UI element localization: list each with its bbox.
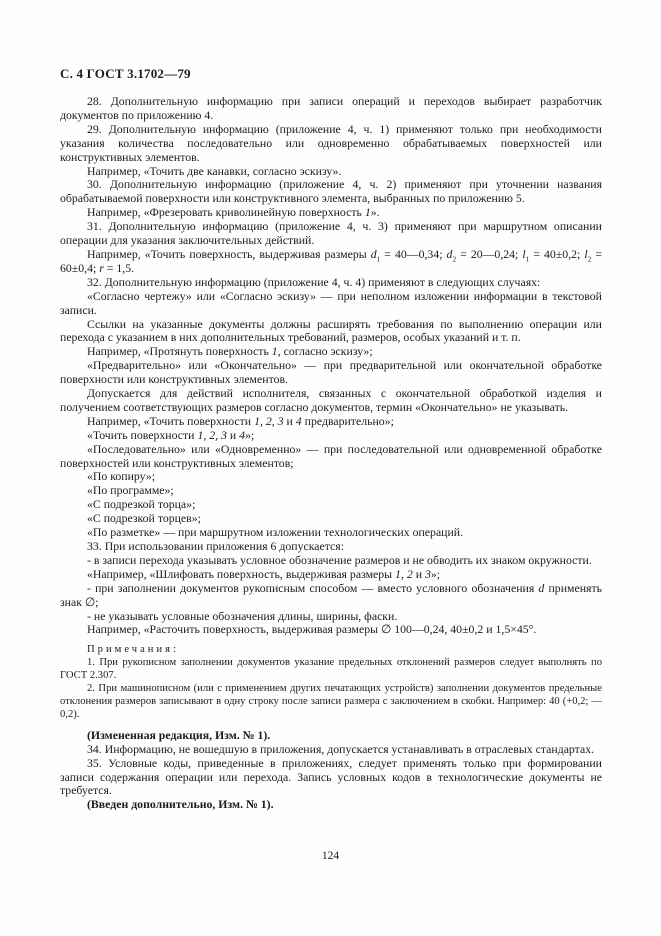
paragraph: «С подрезкой торца»;	[87, 497, 196, 512]
paragraph: «Например, «Шлифовать поверхность, выдерживая размеры 1, 2 и 3»;	[87, 566, 441, 581]
paragraph: Например, «Точить две канавки, согласно эскизу».	[87, 163, 342, 178]
paragraph: Например, «Расточить поверхность, выдерживая размеры ∅ 100—0,24, 40±0,2 и 1,5×45°.	[87, 622, 537, 637]
paragraph: 30. Дополнительную информацию (приложение 4, ч. 2) применяют при уточнении названия обрабатываемой поверхности или конструктивного элемента, выбранных по приложению 5.	[60, 177, 602, 206]
document-body	[60, 95, 602, 812]
paragraph: «Предварительно» или «Окончательно» — при предварительной или окончательной обработке поверхности или конструктивных элементов.	[60, 358, 602, 387]
paragraph: (Измененная редакция, Изм. № 1).	[87, 727, 271, 742]
paragraph: «Точить поверхности 1, 2, 3 и 4»;	[87, 427, 255, 442]
paragraph: 1. При рукописном заполнении документов указание предельных отклонений размеров следует выполнять по ГОСТ 2.307.	[60, 657, 602, 682]
page-number: 124	[321, 850, 340, 862]
paragraph: 34. Информацию, не вошедшую в приложения, допускается устанавливать в отраслевых стандартах.	[87, 741, 595, 756]
paragraph: «По программе»;	[87, 483, 174, 498]
paragraph: - при заполнении документов рукописным способом — вместо условного обозначения d применять знак ∅;	[60, 580, 602, 609]
page-header: С. 4 ГОСТ 3.1702—79	[60, 66, 191, 81]
paragraph: Примечания:	[87, 644, 179, 656]
paragraph: - в записи перехода указывать условное обозначение размеров и не обводить их знаком окружности.	[87, 552, 592, 567]
paragraph: 32. Дополнительную информацию (приложение 4, ч. 4) применяют в следующих случаях:	[87, 274, 541, 289]
paragraph: Ссылки на указанные документы должны расширять требования по выполнению операции или перехода с указанием в них дополнительных требований, размеров, особых указаний и т. п.	[60, 316, 602, 345]
paragraph: Например, «Фрезеровать криволинейную поверхность 1».	[87, 205, 380, 220]
paragraph: 29. Дополнительную информацию (приложение 4, ч. 1) применяют только при необходимости указания количества последовательно или одновременно обрабатываемых поверхностей или конструктивных элементов.	[60, 121, 602, 164]
paragraph: Допускается для действий исполнителя, связанных с окончательной обработкой изделия и получением соответствующих размеров согласно документов, термин «Окончательно» не указывать.	[60, 386, 602, 414]
paragraph: 35. Условные коды, приведенные в приложениях, следует применять только при формировании записи содержания операции или перехода. Запись условных кодов в технологические документы не требуется.	[60, 755, 602, 798]
paragraph: «С подрезкой торцев»;	[87, 511, 201, 526]
paragraph: Например, «Протянуть поверхность 1, согласно эскизу»;	[87, 344, 373, 359]
paragraph: Например, «Точить поверхности 1, 2, 3 и 4 предварительно»;	[87, 413, 394, 428]
paragraph: «По копиру»;	[87, 469, 156, 484]
paragraph: - не указывать условные обозначения длины, ширины, фаски.	[87, 608, 398, 623]
paragraph: (Введен дополнительно, Изм. № 1).	[87, 797, 274, 812]
paragraph: 28. Дополнительную информацию при записи операций и переходов выбирает разработчик документов по приложению 4.	[60, 94, 602, 122]
paragraph: «По разметке» — при маршрутном изложении технологических операций.	[87, 525, 464, 540]
paragraph: 33. При использовании приложения 6 допускается:	[87, 539, 344, 553]
paragraph: 2. При машинописном (или с применением других печатающих устройств) заполнении документов предельные отклонения размеров записывают в одну строку после записи размера с заключением в скобки. Например: 40 (+0,2; —0,2).	[60, 683, 602, 720]
paragraph: 31. Дополнительную информацию (приложение 4, ч. 3) применяют при маршрутном описании операции для указания заключительных действий.	[60, 219, 602, 248]
paragraph: Например, «Точить поверхность, выдерживая размеры $d_1$ = 40—0,34; $d_2$ = 20—0,24; $l_1 = 40\pm 0,2$; $l_2 = 60\pm 0,4$; r = 1,5.	[60, 246, 602, 275]
paragraph: «Согласно чертежу» или «Согласно эскизу» — при неполном изложении информации в текстовой записи.	[60, 288, 602, 317]
paragraph: «Последовательно» или «Одновременно» — при последовательной или одновременной обработке поверхностей или конструктивных элементов;	[60, 441, 602, 470]
